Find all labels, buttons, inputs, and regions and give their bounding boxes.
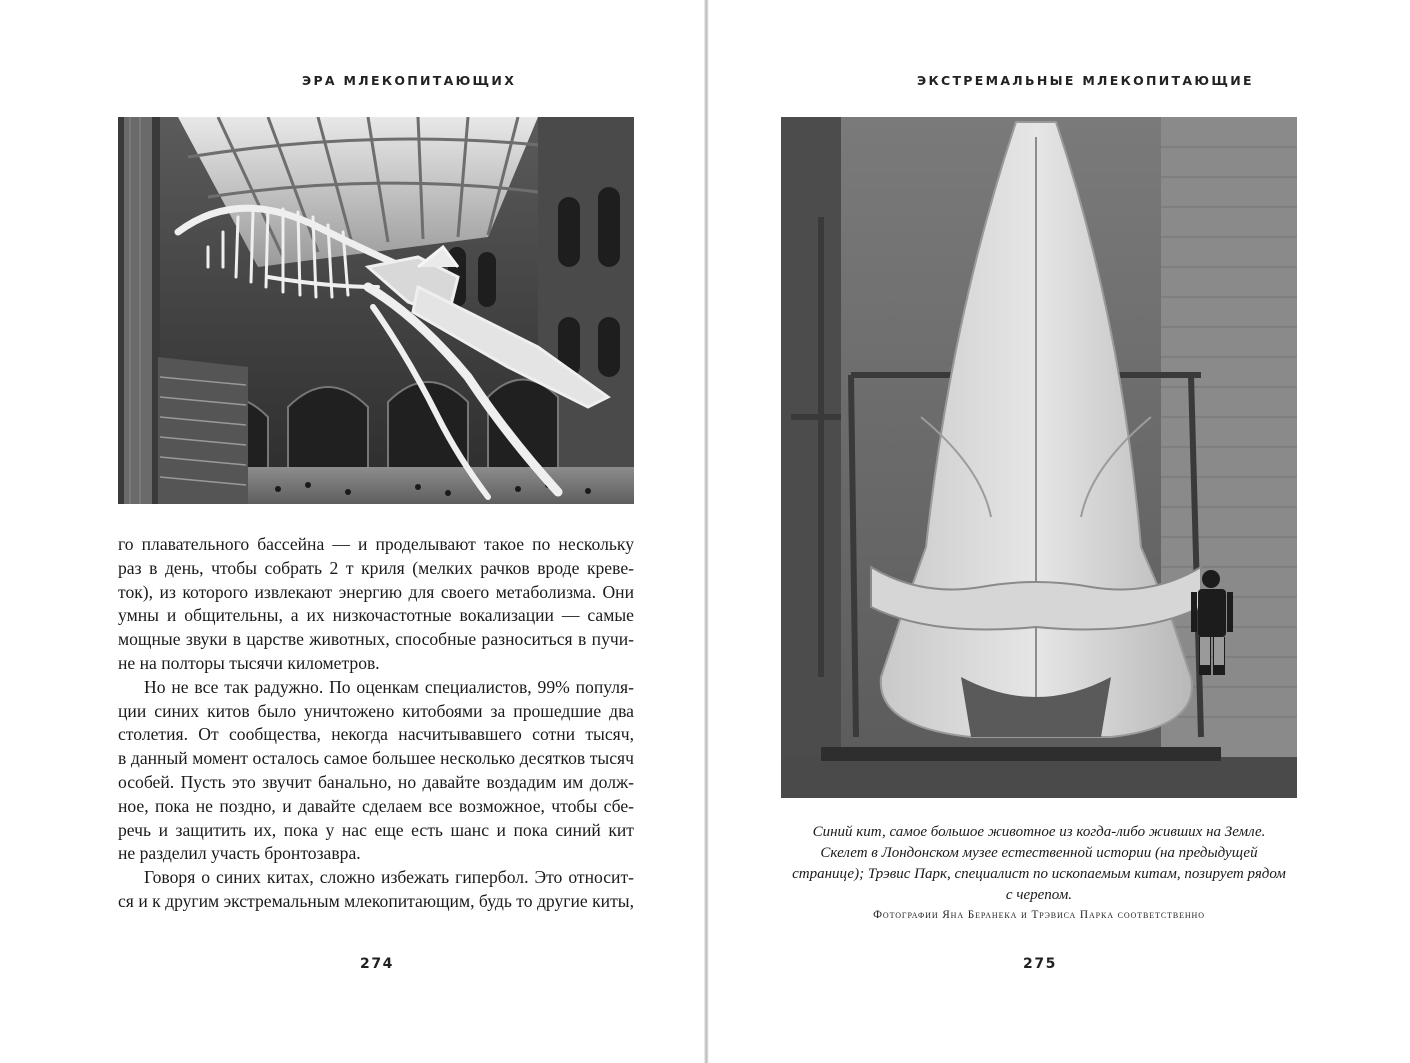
body-line: Говоря о синих китах, сложно избежать гипербол. Это относит- [144, 867, 634, 888]
body-line: ся и к другим экстремальным млекопитающим, будь то другие киты, [118, 890, 634, 911]
right-page [709, 0, 1410, 1063]
page-number-left: 274 [360, 956, 395, 972]
photo-caption [781, 822, 1297, 906]
body-line: не на полторы тысячи километров. [118, 652, 380, 673]
body-line: столетия. От сообщества, некогда насчитывавшего сотни тысяч, [118, 724, 634, 745]
skeleton-hall-illustration [118, 117, 634, 504]
body-text [118, 533, 634, 914]
body-line: ции синих китов было уничтожено китобоями за прошедшие два [118, 700, 634, 721]
body-line: не разделил участь бронтозавра. [118, 843, 361, 864]
blue-whale-skeleton-museum-hall-photo [118, 117, 634, 504]
body-line: в данный момент осталось самое большее несколько десятков тысяч [118, 748, 634, 769]
body-line: го плавательного бассейна — и проделывают такое по нескольку [118, 534, 634, 554]
blue-whale-skull-with-person-photo [781, 117, 1297, 798]
caption-line: Скелет в Лондонском музее естественной истории (на предыдущей [820, 845, 1258, 861]
caption-line: странице); Трэвис Парк, специалист по ископаемым китам, позирует рядом [792, 866, 1286, 882]
caption-line: с черепом. [1005, 887, 1073, 903]
photo-credit: Фотографии Яна Беранека и Трэвиса Парка соответственно [873, 909, 1205, 921]
page-number-right: 275 [1023, 956, 1058, 972]
body-line: ток), из которого извлекают энергию для своего метаболизма. Они [118, 581, 634, 602]
caption-line: Синий кит, самое большое животное из когда-либо живших на Земле. [812, 824, 1266, 840]
body-line: ное, пока не поздно, и давайте сделаем все возможное, чтобы сбе- [118, 795, 634, 816]
body-line: особей. Пусть это звучит банально, но давайте воздадим им долж- [118, 771, 634, 792]
whale-skull-illustration [781, 117, 1297, 798]
body-line: речь и защитить их, пока у нас еще есть шанс и пока синий кит [118, 819, 634, 840]
body-line: умны и общительны, а их низкочастотные вокализации — самые [118, 605, 634, 626]
running-head-right: ЭКСТРЕМАЛЬНЫЕ МЛЕКОПИТАЮЩИЕ [917, 73, 1254, 88]
body-line: раз в день, чтобы собрать 2 т криля (мелких рачков вроде креве- [118, 557, 634, 578]
running-head-left: ЭРА МЛЕКОПИТАЮЩИХ [302, 73, 517, 88]
body-line: Но не все так радужно. По оценкам специалистов, 99% популя- [144, 676, 634, 697]
body-line: мощные звуки в царстве животных, способные разноситься в пучи- [118, 629, 634, 650]
